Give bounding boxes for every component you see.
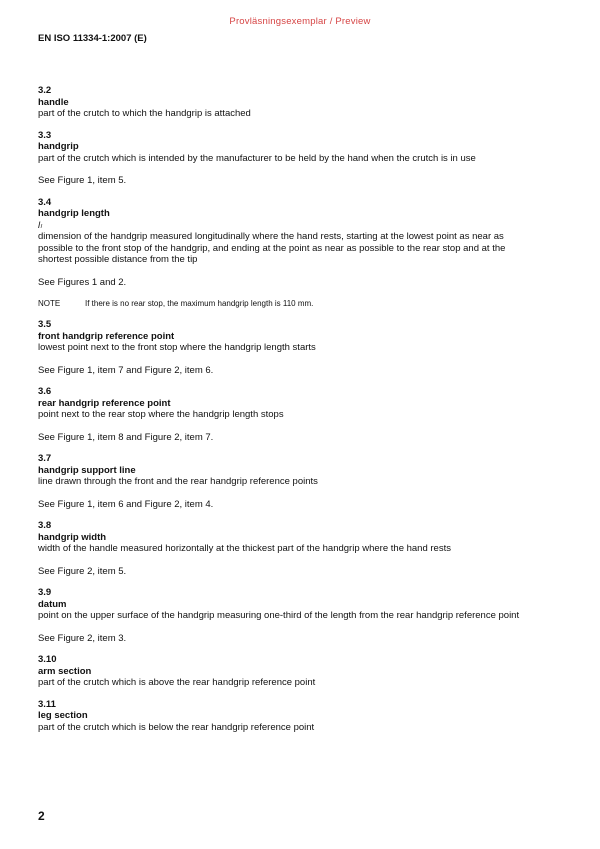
term-title: handgrip length bbox=[38, 208, 110, 219]
term-definition: lowest point next to the front stop where the handgrip length starts bbox=[38, 342, 316, 353]
term-number: 3.4 bbox=[38, 196, 52, 208]
figure-reference: See Figure 1, item 5. bbox=[38, 175, 127, 186]
note-label: NOTE bbox=[38, 299, 61, 308]
term-number: 3.11 bbox=[38, 698, 56, 710]
term-definition: line drawn through the front and the rear handgrip reference points bbox=[38, 476, 318, 487]
term-definition: part of the crutch to which the handgrip is attached bbox=[38, 108, 251, 119]
term-number: 3.3 bbox=[38, 129, 52, 141]
page-number: 2 bbox=[38, 809, 45, 823]
term-entry-3-8 bbox=[38, 520, 538, 577]
term-title: rear handgrip reference point bbox=[38, 397, 171, 409]
term-title: leg section bbox=[38, 710, 88, 721]
term-number: 3.2 bbox=[38, 85, 52, 96]
term-title: handgrip width bbox=[38, 531, 107, 543]
term-entry-3-4 bbox=[38, 197, 538, 310]
term-entry-3-11 bbox=[38, 699, 538, 734]
term-number: 3.5 bbox=[38, 319, 52, 330]
term-definition: part of the crutch which is intended by the manufacturer to be held by the hand when the crutch is in use bbox=[38, 152, 476, 164]
term-entry-3-10 bbox=[38, 654, 538, 689]
term-entry-3-6 bbox=[38, 386, 538, 443]
term-number: 3.7 bbox=[38, 453, 52, 464]
term-symbol: lₗ bbox=[38, 219, 42, 231]
term-definition: dimension of the handgrip measured longitudinally where the hand rests, starting at the lowest point as near as possible to the front stop of the handgrip, and ending at the point as near as possible to the rear stop and at the shortest possible distance from the tip bbox=[38, 231, 506, 265]
figure-reference: See Figure 1, item 7 and Figure 2, item 6. bbox=[38, 364, 214, 376]
figure-reference: See Figure 1, item 8 and Figure 2, item 7. bbox=[38, 431, 214, 443]
preview-watermark: Provläsningsexemplar / Preview bbox=[229, 16, 371, 27]
term-number: 3.6 bbox=[38, 386, 52, 397]
term-definition: part of the crutch which is below the rear handgrip reference point bbox=[38, 721, 315, 733]
term-definition: point next to the rear stop where the handgrip length stops bbox=[38, 409, 284, 420]
term-entry-3-3 bbox=[38, 130, 538, 187]
document-header: EN ISO 11334-1:2007 (E) bbox=[38, 33, 147, 44]
term-entry-3-5 bbox=[38, 319, 538, 376]
term-definition: point on the upper surface of the handgrip measuring one-third of the length from the rear handgrip reference point bbox=[38, 610, 520, 621]
term-title: handle bbox=[38, 96, 69, 108]
term-number: 3.9 bbox=[38, 587, 52, 598]
term-title: arm section bbox=[38, 665, 92, 677]
figure-reference: See Figures 1 and 2. bbox=[38, 276, 127, 288]
term-entry-3-9 bbox=[38, 587, 538, 644]
term-definition: part of the crutch which is above the rear handgrip reference point bbox=[38, 677, 316, 688]
term-title: handgrip bbox=[38, 141, 79, 152]
term-entry-3-2 bbox=[38, 85, 538, 120]
note-text: If there is no rear stop, the maximum handgrip length is 110 mm. bbox=[85, 299, 314, 308]
term-title: datum bbox=[38, 598, 67, 610]
term-number: 3.10 bbox=[38, 654, 57, 665]
figure-reference: See Figure 1, item 6 and Figure 2, item 4. bbox=[38, 498, 214, 510]
figure-reference: See Figure 2, item 3. bbox=[38, 632, 127, 644]
term-number: 3.8 bbox=[38, 520, 52, 531]
figure-reference: See Figure 2, item 5. bbox=[38, 565, 127, 577]
term-entry-3-7 bbox=[38, 453, 538, 510]
term-definition: width of the handle measured horizontally at the thickest part of the handgrip where the hand rests bbox=[38, 543, 451, 554]
definitions-list bbox=[38, 85, 538, 743]
term-note bbox=[38, 298, 538, 309]
term-title: handgrip support line bbox=[38, 464, 136, 476]
term-title: front handgrip reference point bbox=[38, 330, 175, 342]
